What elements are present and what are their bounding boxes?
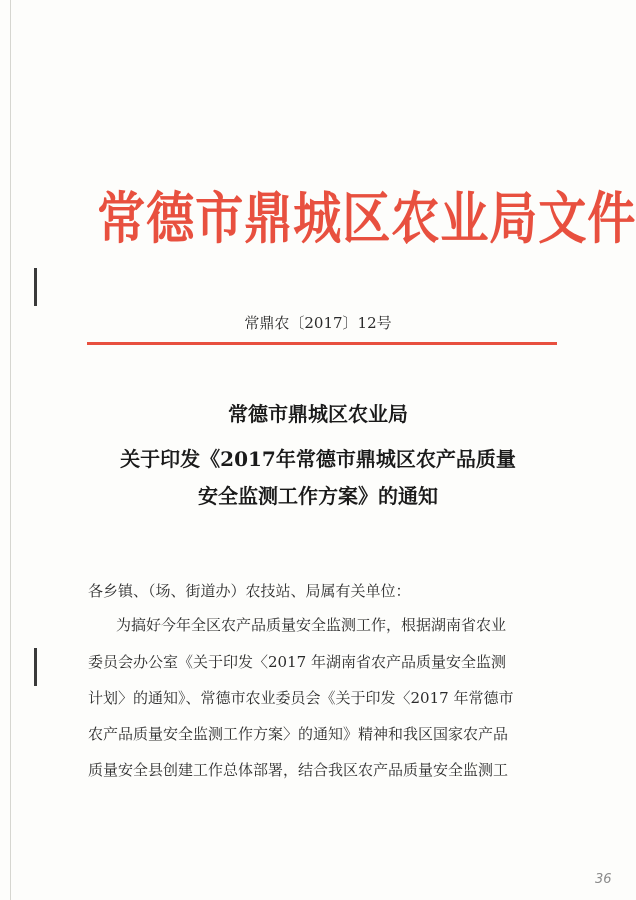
recipient-line: 各乡镇、（场、街道办）农技站、局属有关单位： (88, 582, 411, 600)
binding-mark-bottom (34, 648, 37, 686)
red-separator-line (87, 342, 557, 345)
body-paragraph-line: 委员会办公室《关于印发〈2017 年湖南省农产品质量安全监测 (88, 653, 506, 671)
binding-mark-top (34, 268, 37, 306)
title-line-1: 常德市鼎城区农业局 (228, 402, 408, 426)
body-paragraph-line: 质量安全县创建工作总体部署，结合我区农产品质量安全监测工 (88, 761, 509, 779)
body-paragraph-line: 农产品质量安全监测工作方案〉的通知》精神和我区国家农产品 (88, 725, 509, 743)
title-line-3: 安全监测工作方案》的通知 (198, 484, 438, 508)
title-line-2: 关于印发《2017年常德市鼎城区农产品质量 (120, 447, 516, 471)
document-masthead: 常德市鼎城区农业局文件 (97, 186, 636, 252)
body-paragraph-line: 为搞好今年全区农产品质量安全监测工作，根据湖南省农业 (116, 616, 507, 634)
handwritten-page-mark: 36 (595, 872, 612, 887)
document-number: 常鼎农〔2017〕12号 (244, 314, 392, 332)
body-paragraph-line: 计划〉的通知》、常德市农业委员会《关于印发〈2017 年常德市 (88, 689, 514, 707)
